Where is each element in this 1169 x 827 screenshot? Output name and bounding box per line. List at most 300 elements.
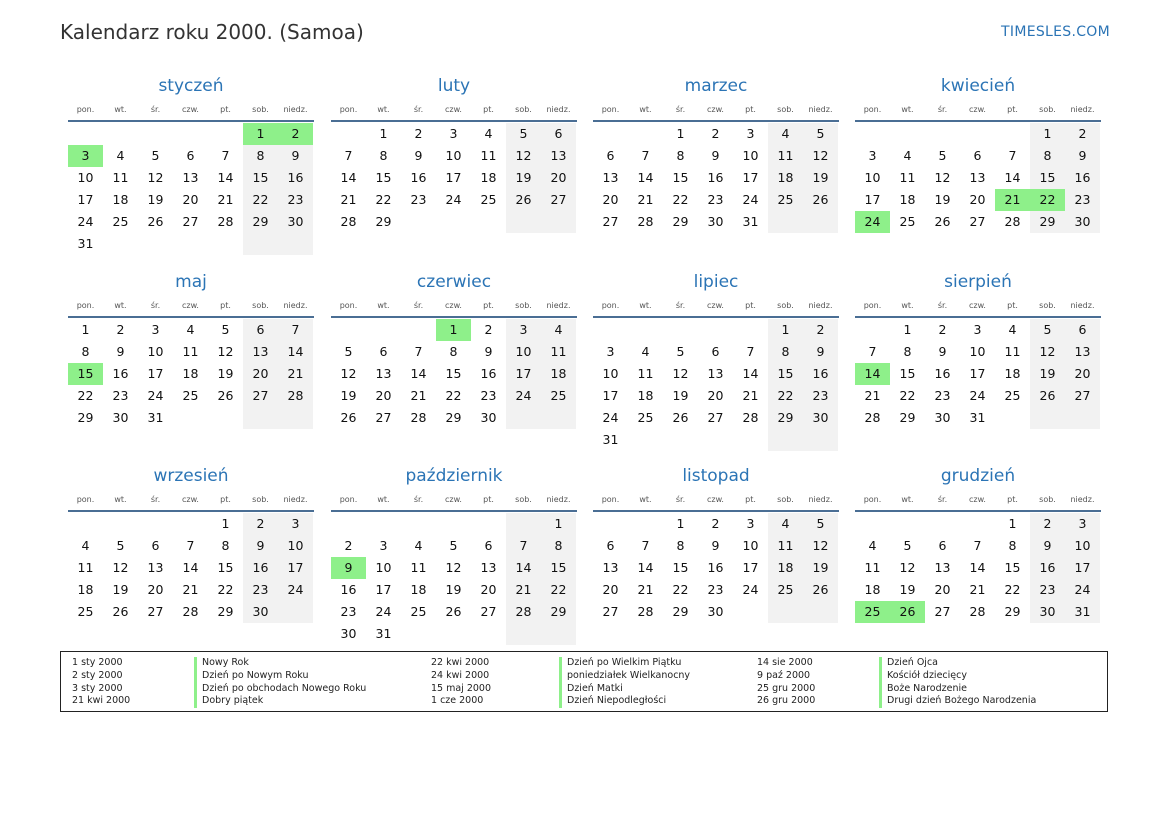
day-cell: 3 — [973, 322, 982, 337]
legend-holiday-name: Dzień Matki — [559, 683, 690, 696]
day-cell: 31 — [147, 410, 164, 425]
day-cell: 10 — [445, 148, 462, 163]
weekday-label: niedz. — [808, 300, 833, 310]
day-grid — [331, 318, 576, 429]
day-grid — [331, 512, 576, 645]
legend-holiday-name: Nowy Rok — [194, 657, 366, 670]
empty-cell — [698, 429, 733, 451]
weekday-header — [593, 488, 839, 512]
day-cell: 4 — [81, 538, 90, 553]
day-cell: 7 — [641, 538, 650, 553]
legend-date: 25 gru 2000 — [757, 682, 816, 694]
empty-cell — [506, 211, 541, 233]
day-cell: 1 — [379, 126, 388, 141]
day-cell: 26 — [672, 410, 689, 425]
day-cell: 3 — [868, 148, 877, 163]
day-cell: 4 — [414, 538, 423, 553]
day-cell: 22 — [672, 582, 689, 597]
day-cell: 9 — [938, 344, 947, 359]
day-cell: 6 — [379, 344, 388, 359]
weekday-label: niedz. — [546, 104, 571, 114]
empty-cell — [401, 623, 436, 645]
day-cell: 2 — [803, 319, 838, 341]
weekday-header — [855, 294, 1101, 318]
day-cell: 16 — [934, 366, 951, 381]
weekday-label: pt. — [1007, 494, 1018, 504]
weekday-label: pt. — [220, 104, 231, 114]
day-cell: 14 — [969, 560, 986, 575]
day-cell: 17 — [445, 170, 462, 185]
day-cell: 25 — [112, 214, 129, 229]
weekday-label: śr. — [675, 104, 686, 114]
day-cell: 7 — [506, 535, 541, 557]
weekday-label: sob. — [777, 494, 794, 504]
day-cell: 28 — [637, 214, 654, 229]
legend-date: 3 sty 2000 — [72, 682, 123, 694]
empty-cell — [593, 513, 628, 535]
day-cell: 2 — [1030, 513, 1065, 535]
day-cell: 5 — [803, 513, 838, 535]
day-cell: 29 — [445, 410, 462, 425]
weekday-label: sob. — [515, 104, 532, 114]
day-cell: 12 — [217, 344, 234, 359]
day-cell: 20 — [602, 192, 619, 207]
day-cell: 12 — [147, 170, 164, 185]
day-cell: 6 — [1065, 319, 1100, 341]
day-cell: 22 — [541, 579, 576, 601]
day-cell: 30 — [707, 214, 724, 229]
empty-cell — [173, 233, 208, 255]
day-cell: 19 — [672, 388, 689, 403]
weekday-label: śr. — [150, 300, 161, 310]
empty-cell — [768, 601, 803, 623]
month-name: lipiec — [693, 272, 739, 292]
weekday-label: pon. — [76, 104, 95, 114]
day-cell: 11 — [480, 148, 497, 163]
day-cell: 24 — [742, 192, 759, 207]
legend-holiday-name: Dzień Niepodległości — [559, 695, 690, 708]
weekday-label: niedz. — [1070, 300, 1095, 310]
day-cell: 4 — [541, 319, 576, 341]
day-cell: 14 — [340, 170, 357, 185]
day-cell: 29 — [77, 410, 94, 425]
day-cell: 24 — [375, 604, 392, 619]
day-cell: 11 — [410, 560, 427, 575]
legend-date: 2 sty 2000 — [72, 669, 123, 681]
holiday-legend — [60, 651, 1108, 712]
day-cell: 3 — [449, 126, 458, 141]
empty-cell — [401, 513, 436, 535]
weekday-label: wt. — [901, 494, 914, 504]
day-cell: 22 — [768, 385, 803, 407]
day-cell: 26 — [445, 604, 462, 619]
empty-cell — [506, 623, 541, 645]
day-cell: 14 — [637, 560, 654, 575]
brand-link[interactable]: TIMESLES.COM — [1001, 24, 1110, 40]
weekday-label: czw. — [182, 494, 199, 504]
empty-cell — [890, 513, 925, 535]
day-cell: 10 — [742, 538, 759, 553]
day-cell: 10 — [742, 148, 759, 163]
empty-cell — [803, 429, 838, 451]
day-cell: 25 — [855, 601, 890, 623]
day-cell: 25 — [899, 214, 916, 229]
weekday-label: pt. — [483, 300, 494, 310]
day-cell: 28 — [637, 604, 654, 619]
day-cell: 5 — [449, 538, 458, 553]
day-cell: 4 — [1008, 322, 1017, 337]
weekday-label: czw. — [707, 300, 724, 310]
day-cell: 7 — [344, 148, 353, 163]
day-cell: 2 — [938, 322, 947, 337]
weekday-label: wt. — [114, 494, 127, 504]
day-cell: 12 — [899, 560, 916, 575]
legend-holiday-name: Dzień po Wielkim Piątku — [559, 657, 690, 670]
day-cell: 27 — [1065, 385, 1100, 407]
legend-dates — [431, 657, 491, 708]
day-cell: 11 — [1004, 344, 1021, 359]
month-block — [855, 72, 1101, 233]
day-cell: 28 — [182, 604, 199, 619]
weekday-label: niedz. — [546, 300, 571, 310]
empty-cell — [541, 211, 576, 233]
legend-date: 15 maj 2000 — [431, 682, 492, 694]
day-cell: 17 — [969, 366, 986, 381]
day-cell: 5 — [116, 538, 125, 553]
day-cell: 19 — [899, 582, 916, 597]
day-cell: 22 — [899, 388, 916, 403]
month-name: sierpień — [944, 272, 1012, 292]
day-cell: 19 — [340, 388, 357, 403]
empty-cell — [138, 233, 173, 255]
month-block — [68, 72, 314, 255]
day-cell: 6 — [186, 148, 195, 163]
weekday-label: niedz. — [1070, 104, 1095, 114]
empty-cell — [803, 211, 838, 233]
legend-names — [879, 657, 1036, 708]
day-cell: 12 — [934, 170, 951, 185]
weekday-label: czw. — [707, 494, 724, 504]
empty-cell — [366, 319, 401, 341]
legend-names — [194, 657, 366, 708]
day-cell: 18 — [77, 582, 94, 597]
day-cell: 24 — [506, 385, 541, 407]
day-cell: 12 — [803, 535, 838, 557]
day-cell: 2 — [711, 516, 720, 531]
day-cell: 27 — [934, 604, 951, 619]
day-cell: 18 — [1004, 366, 1021, 381]
weekday-label: pt. — [745, 300, 756, 310]
weekday-label: śr. — [150, 494, 161, 504]
weekday-label: sob. — [252, 494, 269, 504]
day-cell: 7 — [186, 538, 195, 553]
day-cell: 18 — [410, 582, 427, 597]
day-cell: 9 — [414, 148, 423, 163]
day-cell: 28 — [217, 214, 234, 229]
day-cell: 31 — [375, 626, 392, 641]
day-cell: 5 — [151, 148, 160, 163]
weekday-label: niedz. — [546, 494, 571, 504]
empty-cell — [243, 233, 278, 255]
weekday-label: sob. — [1039, 300, 1056, 310]
day-cell: 28 — [278, 385, 313, 407]
day-cell: 9 — [711, 148, 720, 163]
day-cell: 11 — [541, 341, 576, 363]
day-cell: 11 — [768, 145, 803, 167]
legend-date: 22 kwi 2000 — [431, 657, 490, 668]
day-cell: 25 — [637, 410, 654, 425]
legend-holiday-name: Drugi dzień Bożego Narodzenia — [879, 695, 1036, 708]
empty-cell — [698, 319, 733, 341]
day-cell: 28 — [506, 601, 541, 623]
weekday-label: sob. — [1039, 494, 1056, 504]
weekday-label: sob. — [252, 300, 269, 310]
day-cell: 18 — [637, 388, 654, 403]
day-cell: 26 — [147, 214, 164, 229]
day-cell: 8 — [379, 148, 388, 163]
day-cell: 28 — [864, 410, 881, 425]
legend-date: 1 sty 2000 — [72, 657, 123, 668]
day-cell: 19 — [445, 582, 462, 597]
day-cell: 29 — [1004, 604, 1021, 619]
day-cell: 23 — [278, 189, 313, 211]
empty-cell — [436, 623, 471, 645]
day-grid — [331, 122, 576, 233]
empty-cell — [768, 211, 803, 233]
month-block — [593, 72, 839, 233]
weekday-label: pon. — [339, 494, 358, 504]
legend-holiday-name: Dzień po Nowym Roku — [194, 670, 366, 683]
day-cell: 9 — [484, 344, 493, 359]
day-cell: 6 — [541, 123, 576, 145]
day-cell: 13 — [541, 145, 576, 167]
day-cell: 16 — [112, 366, 129, 381]
day-cell: 2 — [1065, 123, 1100, 145]
empty-cell — [995, 407, 1030, 429]
weekday-label: niedz. — [283, 300, 308, 310]
day-cell: 13 — [243, 341, 278, 363]
legend-dates — [72, 657, 130, 708]
day-cell: 10 — [864, 170, 881, 185]
day-cell: 5 — [221, 322, 230, 337]
day-cell: 24 — [602, 410, 619, 425]
day-cell: 15 — [541, 557, 576, 579]
day-cell: 3 — [151, 322, 160, 337]
day-cell: 4 — [768, 513, 803, 535]
day-cell: 14 — [217, 170, 234, 185]
day-cell: 26 — [506, 189, 541, 211]
day-cell: 25 — [768, 579, 803, 601]
day-cell: 1 — [243, 123, 278, 145]
day-cell: 8 — [221, 538, 230, 553]
day-cell: 17 — [1065, 557, 1100, 579]
weekday-label: wt. — [114, 104, 127, 114]
day-cell: 13 — [602, 170, 619, 185]
day-cell: 23 — [1030, 579, 1065, 601]
day-cell: 19 — [803, 557, 838, 579]
day-cell: 5 — [506, 123, 541, 145]
weekday-header — [68, 98, 314, 122]
legend-holiday-name: Boże Narodzenie — [879, 683, 1036, 696]
day-cell: 6 — [938, 538, 947, 553]
empty-cell — [138, 513, 173, 535]
empty-cell — [593, 319, 628, 341]
day-cell: 30 — [112, 410, 129, 425]
day-cell: 3 — [68, 145, 103, 167]
weekday-label: czw. — [182, 104, 199, 114]
day-cell: 15 — [243, 167, 278, 189]
day-cell: 20 — [243, 363, 278, 385]
weekday-label: niedz. — [1070, 494, 1095, 504]
day-cell: 8 — [768, 341, 803, 363]
day-cell: 4 — [903, 148, 912, 163]
day-cell: 27 — [707, 410, 724, 425]
day-cell: 22 — [77, 388, 94, 403]
day-cell: 22 — [672, 192, 689, 207]
legend-holiday-name: Dzień Ojca — [879, 657, 1036, 670]
day-cell: 30 — [1065, 211, 1100, 233]
month-block — [593, 268, 839, 451]
day-cell: 27 — [602, 214, 619, 229]
day-cell: 20 — [1065, 363, 1100, 385]
day-cell: 22 — [1004, 582, 1021, 597]
weekday-label: śr. — [413, 300, 424, 310]
day-cell: 16 — [803, 363, 838, 385]
day-cell: 16 — [707, 560, 724, 575]
day-cell: 13 — [480, 560, 497, 575]
day-cell: 5 — [903, 538, 912, 553]
day-cell: 28 — [410, 410, 427, 425]
day-cell: 15 — [1004, 560, 1021, 575]
month-block — [331, 268, 577, 429]
day-cell: 5 — [1030, 319, 1065, 341]
day-cell: 2 — [414, 126, 423, 141]
day-cell: 11 — [637, 366, 654, 381]
empty-cell — [401, 319, 436, 341]
day-cell: 3 — [379, 538, 388, 553]
day-cell: 10 — [506, 341, 541, 363]
empty-cell — [278, 407, 313, 429]
day-cell: 28 — [1004, 214, 1021, 229]
empty-cell — [278, 601, 313, 623]
day-cell: 24 — [742, 582, 759, 597]
day-cell: 7 — [746, 344, 755, 359]
day-grid — [593, 512, 838, 623]
day-cell: 26 — [803, 579, 838, 601]
day-cell: 2 — [243, 513, 278, 535]
day-cell: 20 — [707, 388, 724, 403]
day-grid — [855, 122, 1100, 233]
day-cell: 16 — [1065, 167, 1100, 189]
weekday-label: pon. — [601, 300, 620, 310]
day-cell: 21 — [506, 579, 541, 601]
day-cell: 13 — [934, 560, 951, 575]
day-cell: 26 — [803, 189, 838, 211]
day-cell: 1 — [903, 322, 912, 337]
day-cell: 1 — [768, 319, 803, 341]
day-cell: 12 — [112, 560, 129, 575]
empty-cell — [471, 513, 506, 535]
day-cell: 18 — [541, 363, 576, 385]
empty-cell — [208, 407, 243, 429]
empty-cell — [628, 123, 663, 145]
day-cell: 21 — [217, 192, 234, 207]
empty-cell — [768, 429, 803, 451]
legend-holiday-name: Kościół dziecięcy — [879, 670, 1036, 683]
day-cell: 11 — [864, 560, 881, 575]
month-block — [68, 268, 314, 429]
day-cell: 25 — [182, 388, 199, 403]
weekday-label: pon. — [339, 104, 358, 114]
empty-cell — [541, 623, 576, 645]
empty-cell — [960, 513, 995, 535]
day-cell: 1 — [436, 319, 471, 341]
day-cell: 24 — [855, 211, 890, 233]
day-cell: 23 — [340, 604, 357, 619]
empty-cell — [1065, 407, 1100, 429]
month-name: luty — [437, 76, 471, 96]
day-cell: 6 — [606, 148, 615, 163]
day-cell: 25 — [77, 604, 94, 619]
day-cell: 2 — [278, 123, 313, 145]
day-cell: 5 — [344, 344, 353, 359]
weekday-label: sob. — [1039, 104, 1056, 114]
empty-cell — [663, 429, 698, 451]
day-cell: 27 — [969, 214, 986, 229]
day-cell: 16 — [410, 170, 427, 185]
day-cell: 22 — [445, 388, 462, 403]
weekday-label: niedz. — [808, 104, 833, 114]
day-cell: 21 — [637, 582, 654, 597]
day-cell: 1 — [81, 322, 90, 337]
weekday-header — [593, 98, 839, 122]
weekday-label: pon. — [76, 494, 95, 504]
day-cell: 23 — [707, 582, 724, 597]
day-cell: 7 — [868, 344, 877, 359]
weekday-label: śr. — [413, 104, 424, 114]
empty-cell — [173, 123, 208, 145]
day-cell: 3 — [506, 319, 541, 341]
day-cell: 21 — [969, 582, 986, 597]
weekday-label: śr. — [675, 494, 686, 504]
weekday-label: czw. — [182, 300, 199, 310]
weekday-label: śr. — [675, 300, 686, 310]
day-cell: 4 — [641, 344, 650, 359]
empty-cell — [208, 123, 243, 145]
weekday-label: wt. — [377, 104, 390, 114]
day-cell: 26 — [112, 604, 129, 619]
empty-cell — [925, 513, 960, 535]
day-cell: 21 — [637, 192, 654, 207]
weekday-label: śr. — [937, 494, 948, 504]
empty-cell — [331, 319, 366, 341]
day-cell: 21 — [182, 582, 199, 597]
weekday-label: sob. — [777, 104, 794, 114]
day-cell: 6 — [973, 148, 982, 163]
weekday-header — [68, 294, 314, 318]
day-cell: 23 — [410, 192, 427, 207]
weekday-label: pt. — [220, 300, 231, 310]
day-cell: 16 — [243, 557, 278, 579]
day-cell: 9 — [116, 344, 125, 359]
weekday-label: sob. — [515, 494, 532, 504]
weekday-header — [855, 98, 1101, 122]
day-cell: 9 — [711, 538, 720, 553]
day-cell: 10 — [278, 535, 313, 557]
day-cell: 23 — [480, 388, 497, 403]
weekday-label: wt. — [639, 494, 652, 504]
day-cell: 17 — [77, 192, 94, 207]
